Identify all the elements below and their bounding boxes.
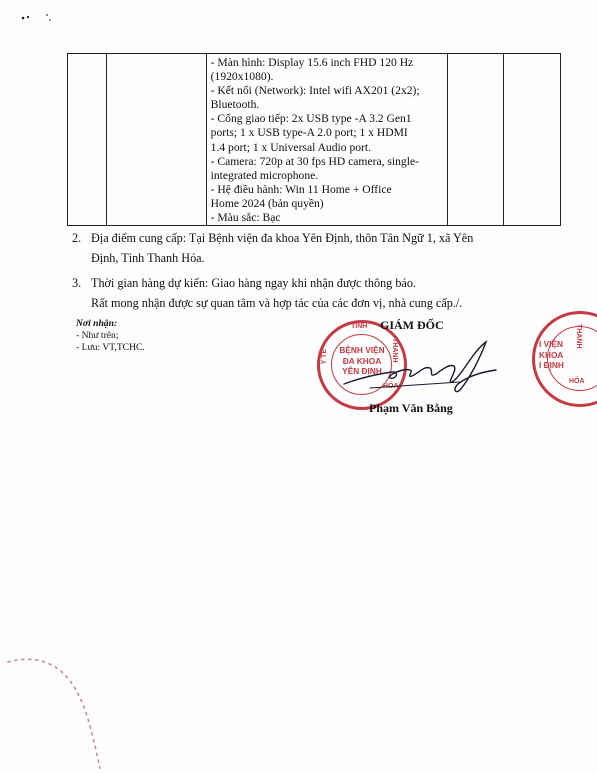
scan-speck-marks bbox=[20, 12, 60, 26]
item-number: 3. bbox=[72, 276, 82, 290]
spec-line: - Màu sắc: Bạc bbox=[210, 211, 281, 225]
seal-center-text bbox=[539, 339, 579, 371]
seal-line: KHOA bbox=[539, 349, 564, 360]
spec-line: 1.4 port; 1 x Universal Audio port. bbox=[210, 140, 372, 154]
item-number: 2. bbox=[72, 231, 82, 245]
partial-seal-edge bbox=[532, 311, 597, 407]
delivery-location-continuation: Định, Tỉnh Thanh Hóa. bbox=[91, 251, 205, 265]
closing-paragraph: Rất mong nhận được sự quan tâm và hợp tác của các đơn vị, nhà cung cấp./. bbox=[91, 296, 463, 310]
delivery-time-item bbox=[72, 273, 416, 293]
spec-line: - Kết nối (Network): Intel wifi AX201 (2x2); bbox=[210, 84, 420, 98]
recipients-block bbox=[76, 318, 145, 354]
spec-line: integrated microphone. bbox=[210, 168, 319, 182]
director-name: Phạm Văn Bằng bbox=[369, 401, 453, 415]
table-cell-specifications bbox=[206, 54, 448, 226]
spec-line: ports; 1 x USB type-A 2.0 port; 1 x HDMI bbox=[210, 126, 408, 140]
table-cell-index bbox=[68, 54, 107, 226]
seal-line: YÊN ĐỊNH bbox=[342, 366, 382, 376]
seal-ring-text: THANH bbox=[391, 338, 398, 363]
stamp-edge-mark bbox=[0, 650, 110, 770]
seal-ring-text: HÓA bbox=[569, 378, 585, 385]
delivery-location-item bbox=[72, 228, 473, 248]
handwritten-signature bbox=[340, 338, 500, 396]
table-cell-notes bbox=[504, 54, 561, 226]
recipients-header: Nơi nhận: bbox=[76, 318, 118, 329]
spec-line: - Camera: 720p at 30 fps HD camera, single- bbox=[210, 154, 419, 168]
spec-line: - Cổng giao tiếp: 2x USB type -A 3.2 Gen1 bbox=[210, 112, 412, 126]
recipient-line: - Như trên; bbox=[76, 330, 119, 341]
spec-line: (1920x1080). bbox=[210, 70, 274, 84]
spec-line: Home 2024 (bản quyền) bbox=[210, 196, 324, 210]
item-text: Thời gian hàng dự kiến: Giao hàng ngay khi nhận được thông báo. bbox=[91, 276, 416, 290]
spec-table-continuation bbox=[67, 53, 561, 226]
spec-line: - Hệ điều hành: Win 11 Home + Office bbox=[210, 182, 392, 196]
seal-ring-text: HÓA bbox=[383, 383, 399, 390]
table-cell-item bbox=[106, 54, 206, 226]
item-text: Địa điểm cung cấp: Tại Bệnh viện đa khoa Yên Định, thôn Tân Ngữ 1, xã Yên bbox=[91, 231, 474, 245]
table-cell-quantity bbox=[448, 54, 504, 226]
spec-line: Bluetooth. bbox=[210, 98, 260, 112]
seal-ring-text: TỈNH bbox=[351, 323, 368, 330]
recipient-line: - Lưu: VT,TCHC. bbox=[76, 342, 145, 353]
seal-line: I VIỆN bbox=[539, 339, 563, 349]
seal-ring-text: THANH bbox=[575, 324, 582, 349]
director-title: GIÁM ĐỐC bbox=[380, 318, 444, 332]
seal-ring-text: Y TẾ bbox=[321, 349, 328, 365]
spec-line: - Màn hình: Display 15.6 inch FHD 120 Hz bbox=[210, 56, 414, 69]
seal-line: BỆNH VIỆN bbox=[339, 345, 385, 355]
seal-line: I ĐỊNH bbox=[539, 360, 564, 370]
seal-line: ĐA KHOA bbox=[342, 355, 382, 366]
